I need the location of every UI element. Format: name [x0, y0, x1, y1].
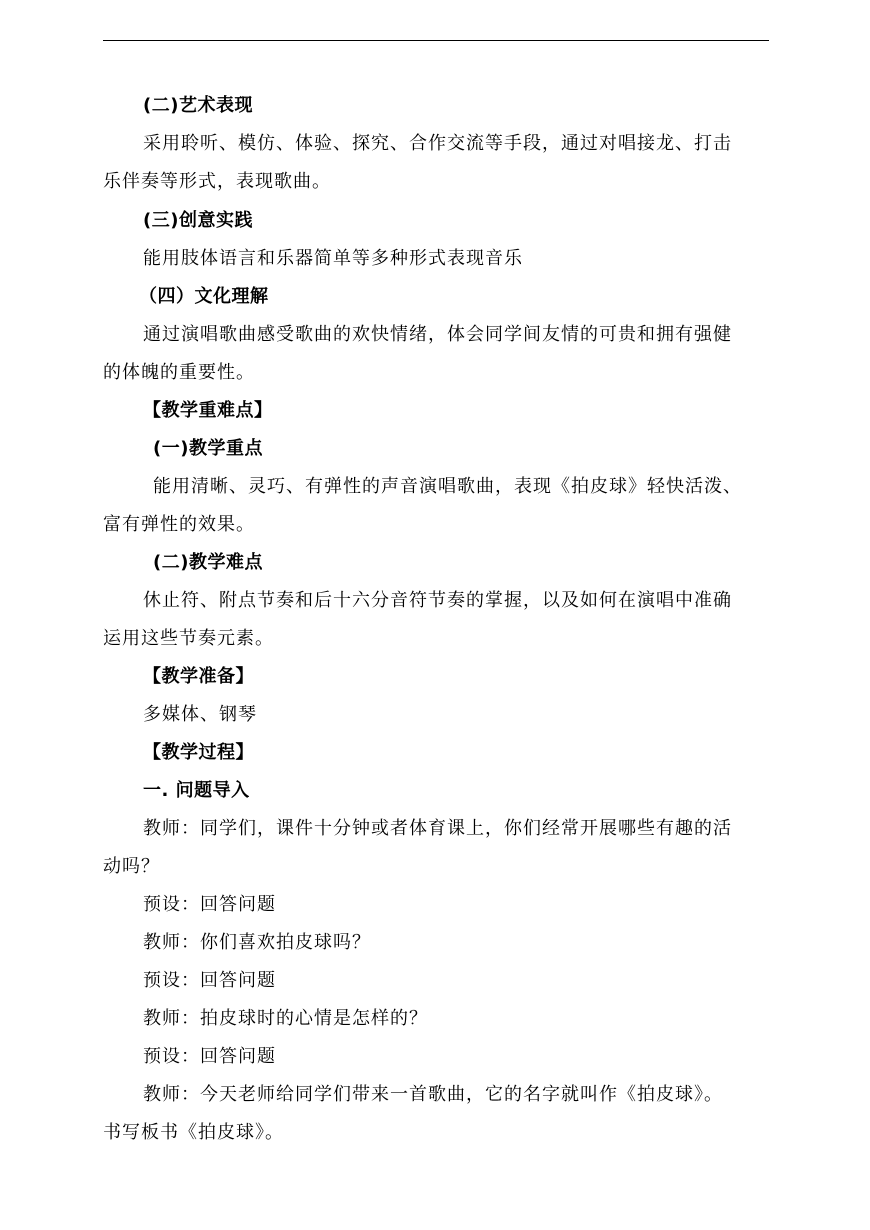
- paragraph-line: 教师：今天老师给同学们带来一首歌曲，它的名字就叫作《拍皮球》。: [143, 1084, 723, 1105]
- paragraph-line: 教师：同学们，课件十分钟或者体育课上，你们经常开展哪些有趣的活: [143, 818, 732, 839]
- paragraph-line: 教师：你们喜欢拍皮球吗？: [143, 932, 371, 953]
- paragraph-line: 运用这些节奏元素。: [103, 628, 274, 649]
- section-title-preparation: 【教学准备】: [143, 666, 254, 687]
- paragraph-line: 预设：回答问题: [143, 894, 276, 915]
- paragraph-line: 乐伴奏等形式，表现歌曲。: [103, 171, 331, 192]
- paragraph-line: 动吗？: [103, 856, 160, 877]
- paragraph-line: 富有弹性的效果。: [103, 514, 255, 535]
- section-title-key-points: 【教学重难点】: [143, 400, 273, 421]
- heading-question-intro: 一. 问题导入: [143, 780, 250, 801]
- paragraph-line: 能用清晰、灵巧、有弹性的声音演唱歌曲，表现《拍皮球》轻快活泼、: [153, 476, 742, 497]
- paragraph-line: 预设：回答问题: [143, 970, 276, 991]
- header-rule: [103, 40, 769, 41]
- heading-artistic-expression: (二)艺术表现: [143, 95, 253, 116]
- paragraph-line: 多媒体、钢琴: [143, 704, 257, 725]
- heading-teaching-focus: (一)教学重点: [153, 438, 263, 459]
- paragraph-line: 的体魄的重要性。: [103, 362, 255, 383]
- heading-cultural-understanding: （四）文化理解: [139, 286, 269, 307]
- paragraph-line: 能用肢体语言和乐器简单等多种形式表现音乐: [143, 248, 523, 269]
- heading-creative-practice: (三)创意实践: [143, 210, 253, 231]
- heading-teaching-difficulty: (二)教学难点: [153, 552, 263, 573]
- paragraph-line: 书写板书《拍皮球》。: [103, 1122, 284, 1143]
- section-title-process: 【教学过程】: [143, 742, 254, 763]
- paragraph-line: 预设：回答问题: [143, 1046, 276, 1067]
- paragraph-line: 通过演唱歌曲感受歌曲的欢快情绪，体会同学间友情的可贵和拥有强健: [143, 324, 732, 345]
- paragraph-line: 教师：拍皮球时的心情是怎样的？: [143, 1008, 428, 1029]
- paragraph-line: 采用聆听、模仿、体验、探究、合作交流等手段，通过对唱接龙、打击: [143, 133, 732, 154]
- paragraph-line: 休止符、附点节奏和后十六分音符节奏的掌握，以及如何在演唱中准确: [143, 590, 732, 611]
